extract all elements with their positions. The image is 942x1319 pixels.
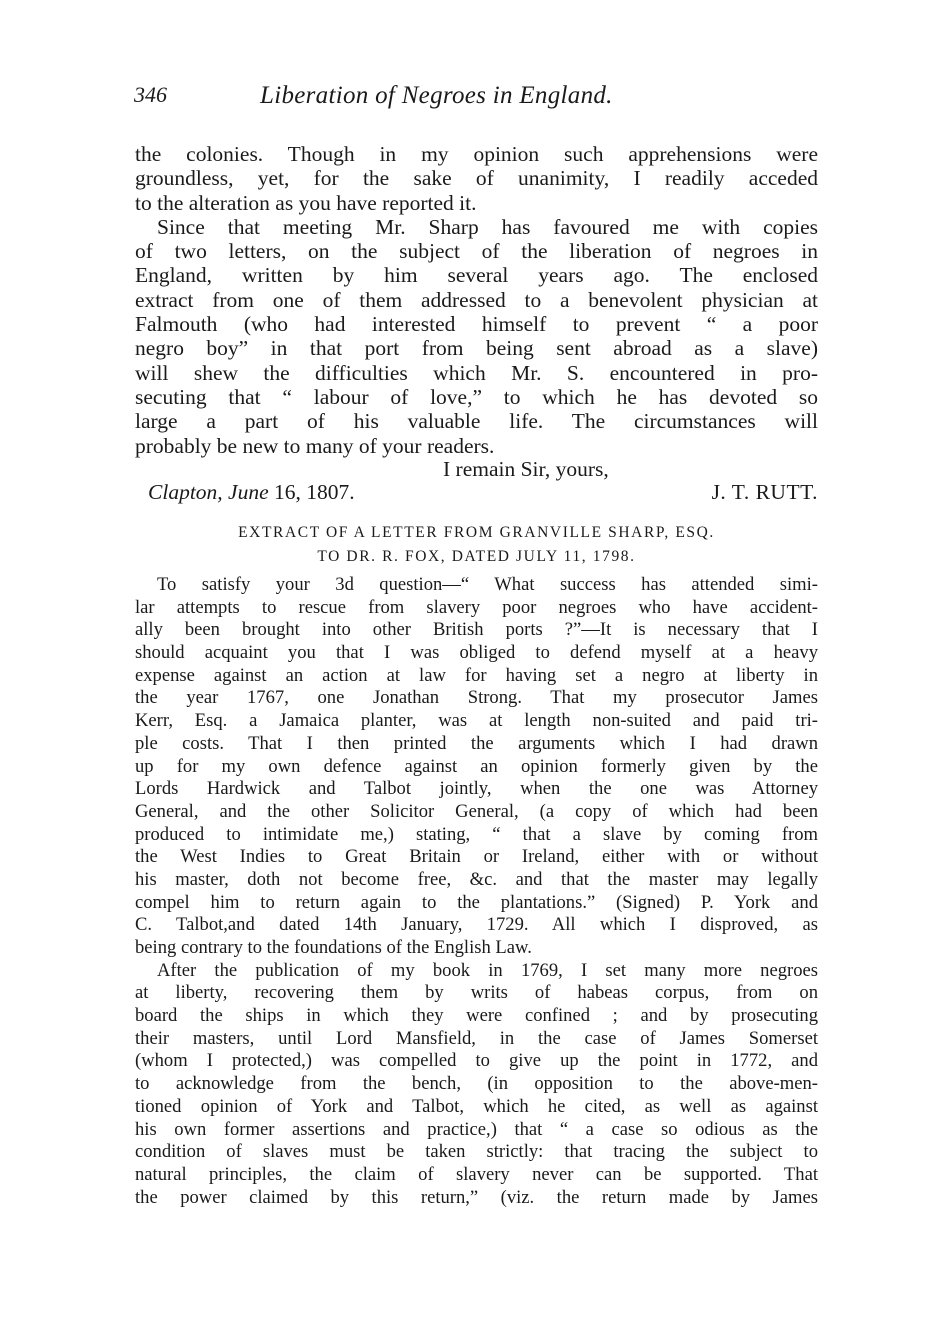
text-line: lar attempts to rescue from slavery poor negroes who have accident-	[135, 596, 818, 618]
text-line: their masters, until Lord Mansfield, in the case of James Somerset	[135, 1027, 818, 1049]
page-number: 346	[134, 82, 167, 107]
extract-letter-body	[135, 574, 818, 1209]
text-line: To satisfy your 3d question—“ What success has attended simi-	[157, 574, 818, 595]
text-line: Since that meeting Mr. Sharp has favoured me with copies	[157, 214, 818, 239]
text-line: the year 1767, one Jonathan Strong. That my prosecutor James	[135, 687, 818, 709]
signature-date: 16, 1807.	[268, 480, 355, 504]
closing-salutation: I remain Sir, yours,	[443, 457, 609, 481]
signature-name: J. T. RUTT.	[711, 480, 818, 504]
text-line: the West Indies to Great Britain or Ireland, either with or without	[135, 846, 818, 868]
extract-heading-line-2: TO DR. R. FOX, DATED JULY 11, 1798.	[317, 548, 636, 565]
text-line: Lords Hardwick and Talbot jointly, when the one was Attorney	[135, 778, 818, 800]
text-line: expense against an action at law for having set a negro at liberty in	[135, 664, 818, 686]
text-line: General, and the other Solicitor General, (a copy of which had been	[135, 800, 818, 822]
text-line: board the ships in which they were confined ; and by prosecuting	[135, 1005, 818, 1027]
text-line: England, written by him several years ago. The enclosed	[135, 263, 818, 288]
page-header	[134, 82, 818, 112]
text-line: natural principles, the claim of slavery never can be supported. That	[135, 1163, 818, 1185]
text-line: produced to intimidate me,) stating, “ that a slave by coming from	[135, 823, 818, 845]
text-line: probably be new to many of your readers.	[135, 433, 495, 458]
text-line: condition of slaves must be taken strictly: that tracing the subject to	[135, 1141, 818, 1163]
text-line: (whom I protected,) was compelled to give up the point in 1772, and	[135, 1050, 818, 1072]
text-line: his own former assertions and practice,) that “ a case so odious as the	[135, 1118, 818, 1140]
text-line: compel him to return again to the plantations.” (Signed) P. York and	[135, 891, 818, 913]
text-line: of two letters, on the subject of the liberation of negroes in	[135, 239, 818, 264]
text-line: being contrary to the foundations of the English Law.	[135, 937, 532, 958]
text-line: to the alteration as you have reported it.	[135, 190, 477, 215]
text-line: large a part of his valuable life. The circumstances will	[135, 409, 818, 434]
text-line: the colonies. Though in my opinion such apprehensions were	[135, 142, 818, 166]
text-line: up for my own defence against an opinion formerly given by the	[135, 755, 818, 777]
signature-place: Clapton, June	[148, 480, 269, 504]
text-line: groundless, yet, for the sake of unanimity, I readily acceded	[135, 166, 818, 191]
text-line: extract from one of them addressed to a benevolent physician at	[135, 287, 818, 312]
running-title: Liberation of Negroes in England.	[260, 82, 613, 109]
text-line: ally been brought into other British ports ?”—It is necessary that I	[135, 619, 818, 641]
text-line: ple costs. That I then printed the arguments which I had drawn	[135, 732, 818, 754]
text-line: Falmouth (who had interested himself to prevent “ a poor	[135, 312, 818, 337]
text-line: Kerr, Esq. a Jamaica planter, was at length non-suited and paid tri-	[135, 710, 818, 732]
signature-line	[148, 480, 818, 506]
text-line: C. Talbot,and dated 14th January, 1729. All which I disproved, as	[135, 914, 818, 936]
text-line: will shew the difficulties which Mr. S. encountered in pro-	[135, 360, 818, 385]
text-line: secuting that “ labour of love,” to which he has devoted so	[135, 384, 818, 409]
text-line: to acknowledge from the bench, (in opposition to the above-men-	[135, 1073, 818, 1095]
text-line: tioned opinion of York and Talbot, which he cited, as well as against	[135, 1095, 818, 1117]
text-line: his master, doth not become free, &c. and that the master may legally	[135, 868, 818, 890]
text-line: negro boy” in that port from being sent abroad as a slave)	[135, 336, 818, 361]
extract-heading-line-1: EXTRACT OF A LETTER FROM GRANVILLE SHARP, ESQ.	[238, 524, 715, 541]
text-line: the power claimed by this return,” (viz. the return made by James	[135, 1186, 818, 1208]
text-line: should acquaint you that I was obliged to defend myself at a heavy	[135, 642, 818, 664]
text-line: After the publication of my book in 1769, I set many more negroes	[157, 959, 818, 981]
text-line: at liberty, recovering them by writs of habeas corpus, from on	[135, 982, 818, 1004]
signature-place-date	[148, 480, 355, 505]
intro-paragraphs	[135, 142, 818, 458]
